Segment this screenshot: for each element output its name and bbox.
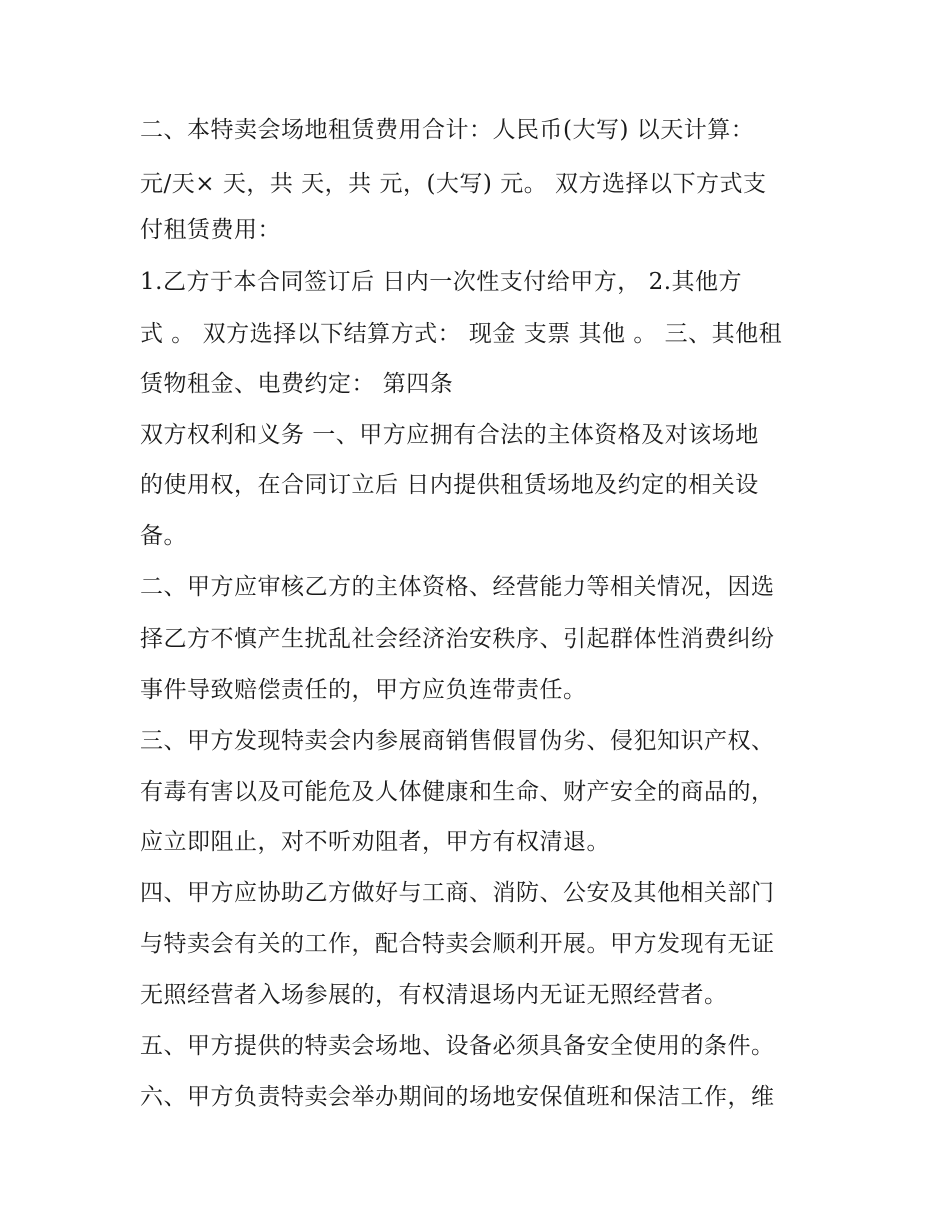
text-line: 应立即阻止，对不听劝阻者，甲方有权清退。	[140, 829, 610, 855]
text-line: 1.乙方于本合同签订后 日内一次性支付给甲方， 2.其他方	[140, 269, 743, 295]
text-line: 二、本特卖会场地租赁费用合计：人民币(大写) 以天计算：	[140, 117, 755, 143]
text-line: 元/天× 天，共 天，共 元，(大写) 元。 双方选择以下方式支	[140, 171, 767, 197]
text-line: 四、甲方应协助乙方做好与工商、消防、公安及其他相关部门	[140, 880, 775, 906]
text-line: 无照经营者入场参展的，有权清退场内无证无照经营者。	[140, 982, 728, 1008]
text-line: 六、甲方负责特卖会举办期间的场地安保值班和保洁工作，维	[140, 1084, 775, 1110]
text-line: 双方权利和义务 一、甲方应拥有合法的主体资格及对该场地	[140, 422, 759, 448]
text-line: 与特卖会有关的工作，配合特卖会顺利开展。甲方发现有无证	[140, 931, 775, 957]
text-line: 择乙方不慎产生扰乱社会经济治安秩序、引起群体性消费纠纷	[140, 626, 775, 652]
text-line: 式 。 双方选择以下结算方式： 现金 支票 其他 。 三、其他租	[140, 321, 783, 347]
text-line: 三、甲方发现特卖会内参展商销售假冒伪劣、侵犯知识产权、	[140, 728, 775, 754]
text-line: 的使用权，在合同订立后 日内提供租赁场地及约定的相关设	[140, 472, 759, 498]
text-line: 五、甲方提供的特卖会场地、设备必须具备安全使用的条件。	[140, 1033, 775, 1059]
text-line: 备。	[140, 523, 187, 549]
text-line: 付租赁费用：	[140, 217, 281, 243]
text-line: 赁物租金、电费约定： 第四条	[140, 371, 454, 397]
text-line: 二、甲方应审核乙方的主体资格、经营能力等相关情况，因选	[140, 574, 775, 600]
text-line: 事件导致赔偿责任的，甲方应负连带责任。	[140, 677, 587, 703]
text-line: 有毒有害以及可能危及人体健康和生命、财产安全的商品的，	[140, 779, 775, 805]
